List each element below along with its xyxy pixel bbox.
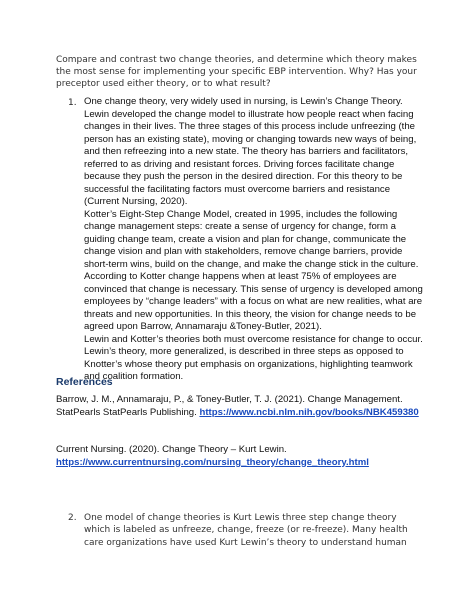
- answer-2: One model of change theories is Kurt Lewis three step change theory which is labeled as unfreeze, change, freeze (or re-freeze). Many health care organizations have used Kurt Lewin’s theory to understand human: [84, 513, 408, 548]
- reference-1-text: Barrow, J. M., Annamaraju, P., & Toney-Butler, T. J. (2021). Change Management. StatPearls StatPearls Publishing.: [56, 394, 403, 418]
- lewin-paragraph: One change theory, very widely used in nursing, is Lewin’s Change Theory. Lewin developed the change model to illustrate how people react when facing changes in their lives. The three stages of this process include unfreezing (the person has an existing state), moving or changing towards new ways of being, and then refreezing into a new state. The theory has barriers and facilitators, referred to as driving and resistant forces. Driving forces facilitate change because they push the person in the desired direction. For this theory to be successful the facilitating factors must overcome barriers and resistance (Current Nursing, 2020).: [84, 96, 417, 207]
- references-heading: References: [56, 376, 113, 388]
- kotter-paragraph: Kotter’s Eight-Step Change Model, created in 1995, includes the following change management steps: create a sense of urgency for change, form a guiding change team, create a vision and plan for change, communicate the change vision and plan with stakeholders, remove change barriers, provide short-term wins, build on the change, and make the change stick in the culture. According to Kotter change happens when at least 75% of employees are convinced that change is necessary. This sense of urgency is developed among employees by “change leaders” with a focus on what are new realities, what are threats and new opportunities. In this theory, the vision for change needs to be agreed upon Barrow, Annamaraju &Toney-Butler, 2021).: [84, 208, 423, 332]
- list-number-1: 1.: [68, 98, 77, 108]
- reference-2: [56, 444, 426, 469]
- reference-2-link[interactable]: https://www.currentnursing.com/nursing_theory/change_theory.html: [56, 456, 369, 468]
- reference-1-link[interactable]: https://www.ncbi.nlm.nih.gov/books/NBK459380: [199, 406, 419, 418]
- list-number-2: 2.: [68, 513, 77, 523]
- comparison-paragraph: Lewin and Kotter’s theories both must overcome resistance for change to occur. Lewin’s theory, more generalized, is described in three steps as opposed to Knotter’s whose theory put emphasis on organizations, highlighting teamwork and coalition formation.: [84, 333, 423, 382]
- reference-1: [56, 394, 426, 419]
- answer-1: [84, 96, 424, 384]
- reference-2-text: Current Nursing. (2020). Change Theory – Kurt Lewin.: [56, 444, 287, 455]
- assignment-prompt: Compare and contrast two change theories, and determine which theory makes the most sense for implementing your specific EBP intervention. Why? Has your preceptor used either theory, or to what result?: [56, 55, 417, 90]
